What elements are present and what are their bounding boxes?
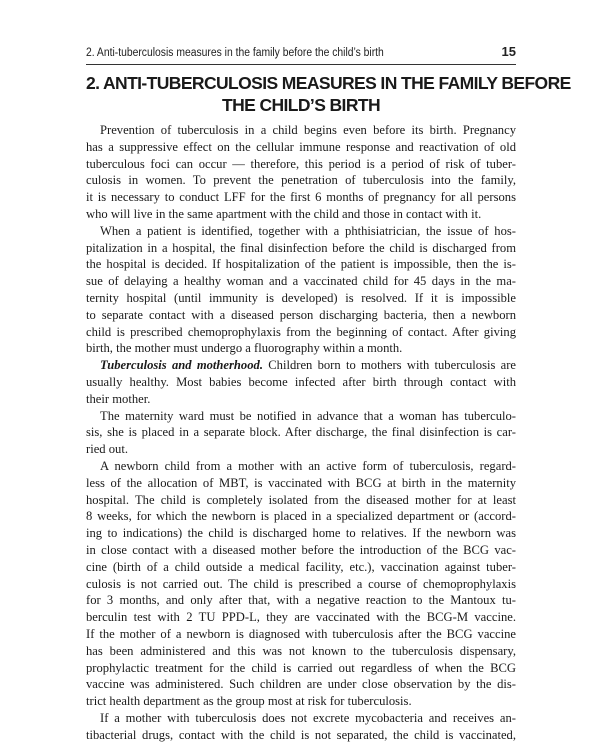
text-line	[86, 424, 516, 441]
text-line	[86, 643, 516, 660]
text-line	[86, 240, 516, 257]
paragraph	[86, 357, 516, 407]
text-line-content: If a mother with tuberculosis does not excrete mycobacteria and receives an-	[100, 710, 516, 725]
text-line	[86, 172, 516, 189]
text-line	[86, 492, 516, 509]
text-line	[86, 693, 516, 710]
text-line	[86, 710, 516, 727]
text-line	[86, 660, 516, 677]
text-line-content: has been administered and this was not known to the tuberculosis dispensary,	[86, 643, 516, 658]
text-line-content: culosis is not carried out. The child is prescribed a course of chemoprophylaxis	[86, 576, 516, 591]
text-line	[86, 374, 516, 391]
text-line	[86, 139, 516, 156]
text-line-content: sis, she is placed in a separate block. After discharge, the final disinfection is car-	[86, 425, 516, 440]
text-line-content: 8 weeks, for which the newborn is placed in a specialized department or (accord-	[86, 509, 516, 524]
section-heading-line-1: 2. ANTI-TUBERCULOSIS MEASURES IN THE FAMILY BEFORE	[86, 73, 571, 93]
text-line-content: in close contact with a diseased mother before the introduction of the BCG vac-	[86, 542, 516, 557]
text-line-content: tibacterial drugs, contact with the child is not separated, the child is vaccinated,	[86, 727, 516, 742]
paragraph-lead: Tuberculosis and motherhood.	[100, 358, 263, 373]
text-line	[86, 458, 516, 475]
section-heading	[86, 72, 571, 116]
text-line	[86, 256, 516, 273]
running-header-title: 2. Anti-tuberculosis measures in the family before the child’s birth	[86, 47, 384, 59]
text-line	[86, 357, 516, 374]
text-line	[86, 441, 516, 458]
text-line	[86, 727, 516, 744]
section-heading-line-2: THE CHILD’S BIRTH	[222, 95, 380, 115]
paragraph	[86, 122, 516, 223]
text-line-content: hospital. The child is completely isolated from the diseased mother for at least	[86, 492, 516, 507]
text-line	[86, 340, 516, 357]
text-line	[86, 408, 516, 425]
paragraph	[86, 223, 516, 357]
text-line	[86, 391, 516, 408]
text-line-content: trict health department as the group most at risk for tuberculosis.	[86, 694, 412, 709]
text-line	[86, 273, 516, 290]
text-line	[86, 559, 516, 576]
text-line-content: for 3 months, and only after that, with a negative reaction to the Mantoux tu-	[86, 593, 516, 608]
text-line-content: A newborn child from a mother with an active form of tuberculosis, regard-	[100, 458, 516, 473]
text-line	[86, 290, 516, 307]
text-line	[86, 626, 516, 643]
paragraph	[86, 458, 516, 710]
text-line-content: cine (birth of a child outside a medical facility, etc.), vaccination against tuber-	[86, 559, 516, 574]
paragraph	[86, 710, 516, 744]
text-line-content: pitalization in a hospital, the final disinfection before the child is discharged from	[86, 240, 516, 255]
text-line	[86, 542, 516, 559]
text-line	[86, 592, 516, 609]
text-line	[86, 609, 516, 626]
text-line-content: who will live in the same apartment with the child and those in contact with it.	[86, 206, 482, 221]
text-line-content: vaccine was administered. Such children are under close observation by the dis-	[86, 677, 516, 692]
text-line-content: birth, the mother must undergo a fluorography within a month.	[86, 341, 403, 356]
text-line	[86, 525, 516, 542]
text-line	[86, 475, 516, 492]
text-line-content: to separate contact with a diseased person discharging bacteria, then a newborn	[86, 307, 516, 322]
text-line	[86, 324, 516, 341]
text-line-content: ried out.	[86, 442, 128, 457]
body-text	[86, 122, 516, 743]
text-line	[86, 206, 516, 223]
text-line-content: less of the allocation of MBT, is vaccinated with BCG at birth in the maternity	[86, 475, 516, 490]
text-line-content: Children born to mothers with tuberculosis are	[262, 358, 516, 373]
text-line	[86, 307, 516, 324]
text-line-content: ternity hospital (until immunity is developed) is resolved. If it is impossible	[86, 290, 516, 305]
page-number: 15	[501, 44, 516, 59]
text-line	[86, 576, 516, 593]
text-line-content: child is prescribed chemoprophylaxis from the beginning of contact. After giving	[86, 324, 516, 339]
text-line	[86, 508, 516, 525]
text-line-content: berculin test with 2 TU PPD-L, they are vaccinated with the BCG-M vaccine.	[86, 610, 516, 625]
text-line-content: tuberculous foci can occur — therefore, this period is a period of risk of tuber-	[86, 156, 516, 171]
text-line	[86, 676, 516, 693]
text-line-content: their mother.	[86, 391, 151, 406]
text-line-content: sue of delaying a healthy woman and a vaccinated child for 45 days in the ma-	[86, 274, 516, 289]
text-line-content: The maternity ward must be notified in advance that a woman has tuberculo-	[100, 408, 516, 423]
text-line	[86, 156, 516, 173]
text-line-content: usually healthy. Most babies become infected after birth through contact with	[86, 374, 516, 389]
text-line	[86, 189, 516, 206]
text-line-content: has a suppressive effect on the cellular immune response and reactivation of old	[86, 139, 516, 154]
text-line-content: culosis in women. To prevent the penetration of tuberculosis into the family,	[86, 173, 516, 188]
text-line-content: ing to indications) the child is discharged home to relatives. If the newborn was	[86, 526, 516, 541]
text-line-content: prophylactic treatment for the child is carried out regardless of when the BCG	[86, 660, 516, 675]
text-line-content: the hospital is decided. If hospitalization of the patient is impossible, then the is-	[86, 257, 516, 272]
text-line	[86, 122, 516, 139]
text-line-content: If the mother of a newborn is diagnosed with tuberculosis after the BCG vaccine	[86, 626, 516, 641]
text-line-content: Prevention of tuberculosis in a child begins even before its birth. Pregnancy	[100, 123, 516, 137]
text-line-content: it is necessary to conduct LFF for the first 6 months of pregnancy for all persons	[86, 190, 516, 205]
text-line	[86, 223, 516, 240]
paragraph	[86, 408, 516, 458]
running-header	[86, 44, 516, 65]
text-line-content: When a patient is identified, together with a phthisiatrician, the issue of hos-	[100, 223, 516, 238]
